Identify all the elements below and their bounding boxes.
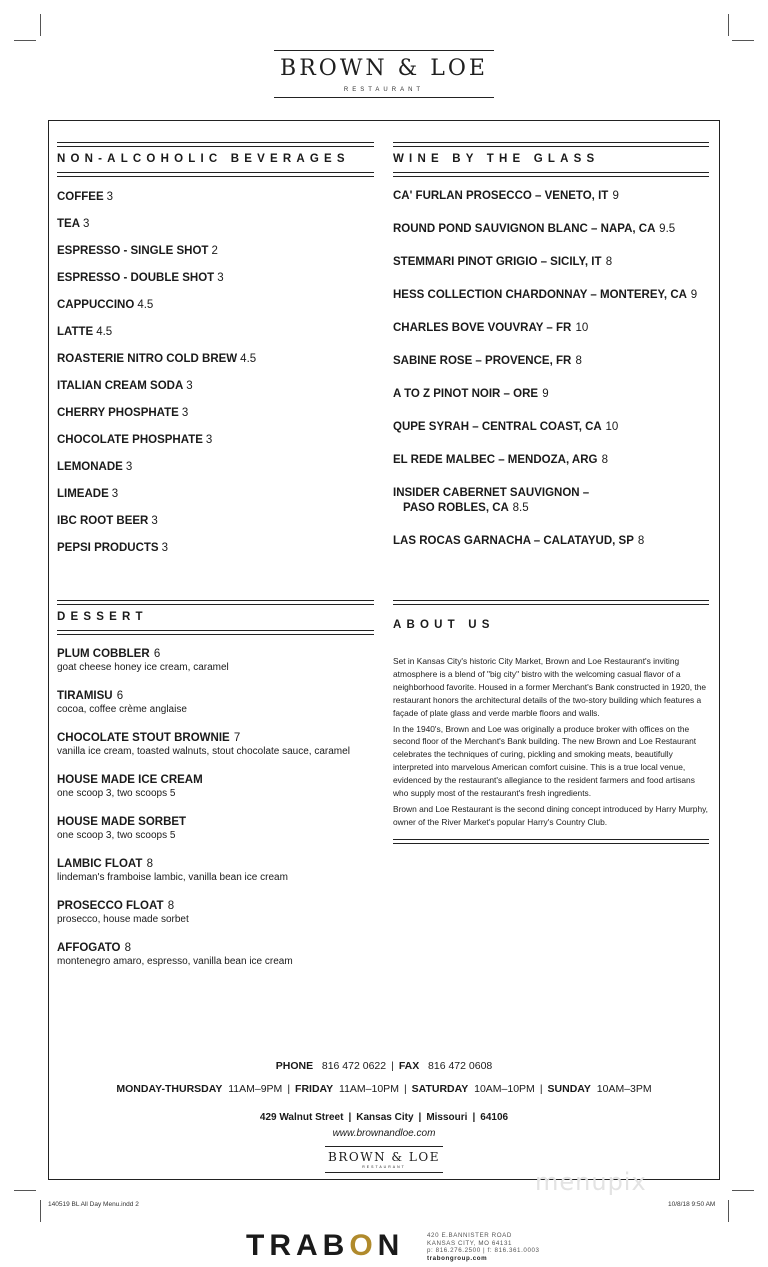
- brand-subtitle: RESTAURANT: [343, 87, 425, 93]
- fax-number: 816 472 0608: [428, 1060, 493, 1072]
- list-item: IBC ROOT BEER 3: [57, 515, 158, 527]
- wine-list: [393, 189, 709, 549]
- section-rule: [57, 630, 374, 635]
- list-item: HOUSE MADE ICE CREAM one scoop 3, two scoops 5: [57, 774, 203, 799]
- list-item: ESPRESSO - SINGLE SHOT 2: [57, 245, 218, 257]
- phone-line: PHONE 816 472 0622 | FAX 816 472 0608: [275, 1060, 493, 1072]
- dessert-list: [57, 647, 374, 968]
- brand-logo-small: BROWN & LOE RESTAURANT: [0, 1146, 768, 1173]
- website-link[interactable]: www.brownandloe.com: [332, 1128, 436, 1139]
- crop-mark: [732, 40, 754, 41]
- list-item: PEPSI PRODUCTS 3: [57, 542, 169, 554]
- wine-title: WINE BY THE GLASS: [393, 153, 600, 165]
- beverages-list: [57, 190, 374, 568]
- crop-mark: [14, 40, 36, 41]
- list-item: PLUM COBBLER 6 goat cheese honey ice cream, caramel: [57, 648, 229, 673]
- list-item: ESPRESSO - DOUBLE SHOT 3: [57, 272, 224, 284]
- list-item: AFFOGATO 8 montenegro amaro, espresso, vanilla bean ice cream: [57, 942, 293, 967]
- list-item: A TO Z PINOT NOIR – ORE 9: [393, 388, 549, 400]
- about-paragraph: In the 1940's, Brown and Loe was originally a produce broker with offices on the second floor of the Merchant's Bank building. The new Brown and Loe Restaurant celebrates the techniques of curing, pickling and smoking meats, beautifully interpreted into marvelous American comfort cuisine. This is a true local venue, evidenced by the restaurant's allegiance to the resident farmers and food artisans who supply most of the restaurant's fresh ingredients.: [393, 723, 697, 799]
- list-item: QUPE SYRAH – CENTRAL COAST, CA 10: [393, 421, 619, 433]
- crop-mark: [40, 1200, 41, 1222]
- list-item: CHOCOLATE STOUT BROWNIE 7 vanilla ice cream, toasted walnuts, stout chocolate sauce, caramel: [57, 732, 350, 757]
- crop-mark: [728, 1200, 729, 1222]
- list-item: LAMBIC FLOAT 8 lindeman's framboise lambic, vanilla bean ice cream: [57, 858, 288, 883]
- watermark: menupix: [535, 1168, 647, 1196]
- crop-mark: [732, 1190, 754, 1191]
- brand-logo: [0, 50, 768, 98]
- section-rule: [393, 172, 709, 177]
- crop-mark: [14, 1190, 36, 1191]
- list-item: TIRAMISU 6 cocoa, coffee crème anglaise: [57, 690, 187, 715]
- wine-section: [393, 142, 709, 549]
- about-paragraph: Set in Kansas City's historic City Market, Brown and Loe Restaurant's inviting atmosphere is a blend of "big city" bistro with the welcoming casual flavor of a neighborhood favorite. Housed in a former Merchant's Bank constructed in 1920, the restaurant honors the architectural details of the two-story building which features a façade of plate glass and verde marble floors and walls.: [393, 656, 707, 718]
- list-item: LEMONADE 3: [57, 461, 133, 473]
- list-item: ITALIAN CREAM SODA 3: [57, 380, 193, 392]
- list-item: TEA 3: [57, 218, 90, 230]
- file-slug: 140519 BL All Day Menu.indd 2: [48, 1201, 139, 1208]
- dessert-section: [57, 600, 374, 983]
- list-item: COFFEE 3: [57, 191, 114, 203]
- list-item: LAS ROCAS GARNACHA – CALATAYUD, SP 8: [393, 535, 645, 547]
- list-item: PROSECCO FLOAT 8 prosecco, house made sorbet: [57, 900, 189, 925]
- section-rule: [393, 839, 709, 844]
- phone-number: 816 472 0622: [321, 1060, 387, 1072]
- list-item: HESS COLLECTION CHARDONNAY – MONTEREY, CA 9: [393, 289, 698, 301]
- printer-address: 420 E.BANNISTER ROAD KANSAS CITY, MO 64131 p: 816.276.2500 | f: 816.361.0003 trabongroup.com: [427, 1232, 540, 1262]
- list-item: ROUND POND SAUVIGNON BLANC – NAPA, CA 9.5: [393, 223, 676, 235]
- list-item: CAPPUCCINO 4.5: [57, 299, 154, 311]
- list-item: SABINE ROSE – PROVENCE, FR 8: [393, 355, 582, 367]
- hours-line: MONDAY-THURSDAY 11AM–9PM | FRIDAY 11AM–10PM | SATURDAY 10AM–10PM | SUNDAY 10AM–3PM: [116, 1083, 652, 1095]
- list-item: HOUSE MADE SORBET one scoop 3, two scoops 5: [57, 816, 187, 841]
- about-paragraph: Brown and Loe Restaurant is the second dining concept introduced by Harry Murphy, owner of the River Market's popular Harry's Country Club.: [393, 803, 709, 827]
- printer-logo: TRABON: [246, 1229, 405, 1262]
- list-item: CA' FURLAN PROSECCO – VENETO, IT 9: [393, 190, 619, 202]
- about-section: [393, 600, 709, 844]
- list-item: STEMMARI PINOT GRIGIO – SICILY, IT 8: [393, 256, 613, 268]
- brand-name: BROWN & LOE: [280, 56, 488, 81]
- crop-mark: [40, 14, 41, 36]
- section-rule: [57, 172, 374, 177]
- list-item: INSIDER CABERNET SAUVIGNON – PASO ROBLES, CA 8.5: [393, 487, 590, 514]
- date-slug: 10/8/18 9:50 AM: [668, 1201, 716, 1208]
- dessert-title: DESSERT: [57, 611, 148, 623]
- crop-mark: [728, 14, 729, 36]
- list-item: LATTE 4.5: [57, 326, 113, 338]
- list-item: CHERRY PHOSPHATE 3: [57, 407, 189, 419]
- list-item: CHARLES BOVE VOUVRAY – FR 10: [393, 322, 589, 334]
- list-item: ROASTERIE NITRO COLD BREW 4.5: [57, 353, 257, 365]
- beverages-section: [57, 142, 374, 568]
- about-title: ABOUT US: [393, 619, 495, 631]
- list-item: LIMEADE 3: [57, 488, 119, 500]
- address-line: 429 Walnut Street | Kansas City | Missouri | 64106: [259, 1112, 509, 1123]
- list-item: CHOCOLATE PHOSPHATE 3: [57, 434, 213, 446]
- list-item: EL REDE MALBEC – MENDOZA, ARG 8: [393, 454, 609, 466]
- beverages-title: NON-ALCOHOLIC BEVERAGES: [57, 153, 350, 165]
- contact-block: [48, 1059, 720, 1141]
